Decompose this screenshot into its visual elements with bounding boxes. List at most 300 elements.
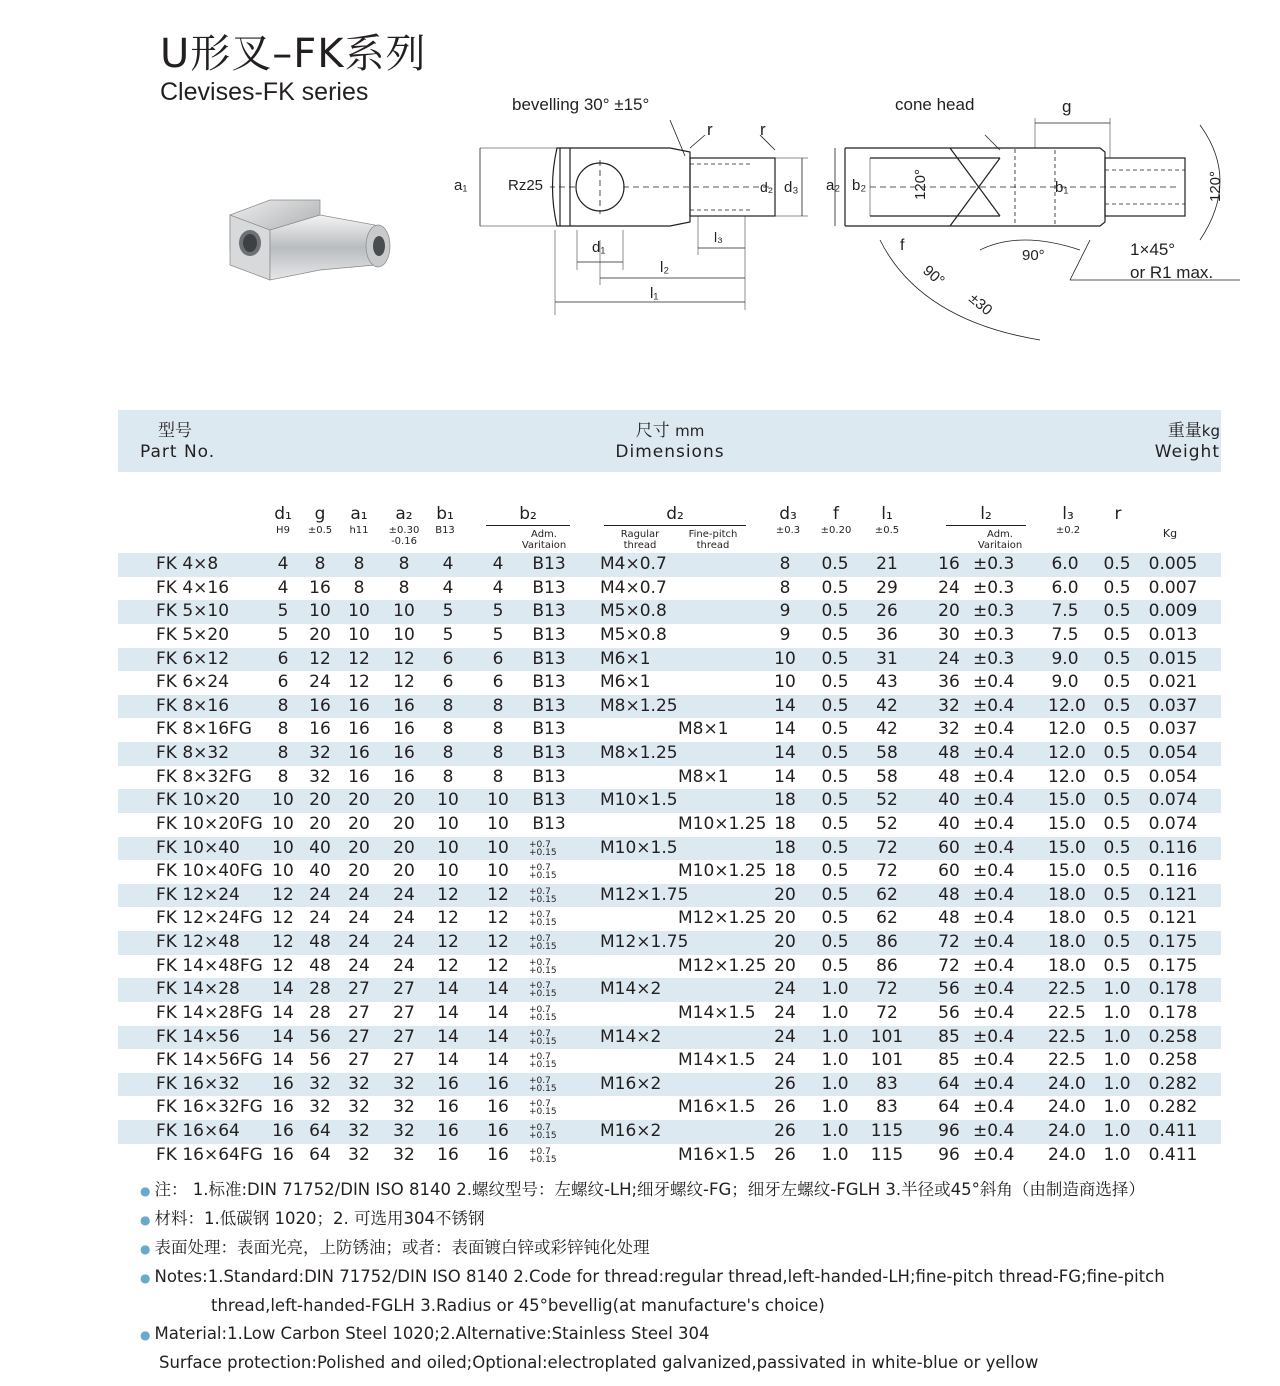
table-row bbox=[118, 978, 1221, 1002]
cell-b2: 8 bbox=[492, 743, 504, 763]
cell-d1: 10 bbox=[272, 790, 294, 811]
cell-r: 0.5 bbox=[1103, 743, 1131, 763]
cell-b2: 10 bbox=[487, 790, 509, 811]
chamfer-label-2: or R1 max. bbox=[1130, 263, 1214, 282]
cell-a2: 20 bbox=[393, 813, 415, 834]
cell-d3: 20 bbox=[774, 955, 796, 976]
cell-b1: 16 bbox=[437, 1097, 459, 1118]
cell-g: 10 bbox=[309, 601, 331, 622]
cell-a1: 20 bbox=[348, 813, 370, 834]
cell-b2-var: +0.7 +0.15 bbox=[529, 1123, 557, 1141]
cell-d2-fine: M16×1.5 bbox=[678, 1097, 756, 1118]
cell-b1: 8 bbox=[442, 743, 454, 763]
cone-head-label: cone head bbox=[895, 95, 975, 114]
cell-l3: 24.0 bbox=[1048, 1121, 1086, 1141]
cell-d3: 9 bbox=[779, 624, 791, 645]
cell-l2: 72 bbox=[938, 932, 960, 952]
cell-d3: 18 bbox=[774, 837, 796, 858]
header-dim-unit: mm bbox=[675, 422, 705, 440]
table-row bbox=[118, 766, 1221, 790]
b1-label: b₁ bbox=[1055, 179, 1069, 196]
cell-weight: 0.258 bbox=[1148, 1026, 1198, 1047]
cell-a1: 24 bbox=[348, 932, 370, 952]
col-a2-tol: ±0.30 bbox=[388, 525, 420, 536]
cell-d2-fine: M16×1.5 bbox=[678, 1144, 756, 1165]
cell-b2-var: +0.7 +0.15 bbox=[529, 910, 557, 929]
bevelling-label: bevelling 30° ±15° bbox=[512, 95, 650, 114]
note-line-en-1b: thread,left-handed-FGLH 3.Radius or 45°bevellig(at manufacture's choice) bbox=[211, 1296, 825, 1315]
cell-d2-fine: M12×1.25 bbox=[678, 908, 767, 929]
cell-l2-var: ±0.4 bbox=[973, 1097, 1015, 1118]
cell-l2: 85 bbox=[938, 1026, 960, 1047]
cell-l2: 16 bbox=[938, 554, 960, 574]
col-l2-sub2: Varitaion bbox=[977, 540, 1023, 551]
cell-d2-fine: M10×1.25 bbox=[678, 813, 767, 834]
col-f-tol: ±0.20 bbox=[820, 525, 852, 536]
cell-l2-var: ±0.3 bbox=[973, 601, 1015, 622]
cell-b1: 12 bbox=[437, 955, 459, 976]
cell-a1: 10 bbox=[348, 624, 370, 645]
cell-r: 0.5 bbox=[1103, 554, 1131, 574]
cell-d1: 8 bbox=[277, 695, 289, 716]
cell-d1: 5 bbox=[277, 624, 289, 645]
cell-l3: 15.0 bbox=[1048, 861, 1086, 882]
bullet-icon: ● bbox=[140, 1213, 151, 1227]
cell-b2-var: +0.7 +0.15 bbox=[529, 839, 557, 858]
cell-l2-var: ±0.4 bbox=[973, 979, 1015, 1000]
col-a2-tol2: -0.16 bbox=[391, 536, 417, 547]
cell-l2: 48 bbox=[938, 908, 960, 929]
cell-d1: 6 bbox=[277, 648, 289, 669]
cell-b1: 16 bbox=[437, 1144, 459, 1165]
cell-weight: 0.054 bbox=[1148, 766, 1198, 787]
cell-l1: 83 bbox=[876, 1097, 898, 1118]
cell-b2-var: B13 bbox=[532, 648, 566, 669]
cell-a2: 20 bbox=[393, 790, 415, 811]
col-f: f bbox=[833, 504, 839, 524]
cell-a1: 32 bbox=[348, 1144, 370, 1165]
cell-b2: 12 bbox=[487, 955, 509, 976]
angle-90-label-a: 90° bbox=[919, 262, 948, 290]
cell-g: 16 bbox=[309, 577, 331, 598]
cell-part: FK 12×24 bbox=[156, 884, 240, 905]
cell-b2: 8 bbox=[492, 766, 504, 787]
cell-weight: 0.175 bbox=[1148, 932, 1198, 952]
cell-part: FK 12×48 bbox=[156, 932, 240, 952]
cell-d3: 24 bbox=[774, 1050, 796, 1071]
cell-a1: 32 bbox=[348, 1097, 370, 1118]
cell-d1: 12 bbox=[272, 884, 294, 905]
r-label-2: r bbox=[760, 120, 766, 139]
cell-l3: 7.5 bbox=[1051, 624, 1079, 645]
col-b1-tol: B13 bbox=[435, 525, 455, 536]
cell-a2: 10 bbox=[393, 624, 415, 645]
cell-a2: 27 bbox=[393, 1026, 415, 1047]
cell-f: 0.5 bbox=[821, 955, 849, 976]
cell-b1: 14 bbox=[437, 1050, 459, 1071]
cell-l2: 60 bbox=[938, 861, 960, 882]
cell-d3: 18 bbox=[774, 813, 796, 834]
col-d3-tol: ±0.3 bbox=[775, 525, 801, 536]
cell-d3: 14 bbox=[774, 743, 796, 763]
rz-label: Rz25 bbox=[508, 177, 544, 194]
cell-l2-var: ±0.4 bbox=[973, 837, 1015, 858]
cell-part: FK 16×64 bbox=[156, 1121, 240, 1141]
col-l2-sub: Adm. bbox=[987, 529, 1013, 540]
notes-section bbox=[140, 1176, 1165, 1377]
cell-a1: 12 bbox=[348, 648, 370, 669]
table-row bbox=[118, 1096, 1221, 1120]
cell-part: FK 14×28 bbox=[156, 979, 240, 1000]
cell-g: 40 bbox=[309, 837, 331, 858]
cell-r: 0.5 bbox=[1103, 695, 1131, 716]
cell-f: 0.5 bbox=[821, 601, 849, 622]
col-b2-sub2: Varitaion bbox=[521, 540, 567, 551]
cell-b1: 4 bbox=[442, 577, 454, 598]
cell-g: 48 bbox=[309, 932, 331, 952]
cell-a2: 20 bbox=[393, 837, 415, 858]
d1-label: d₁ bbox=[592, 239, 606, 256]
cell-b2: 12 bbox=[487, 908, 509, 929]
cell-d1: 10 bbox=[272, 813, 294, 834]
cell-d2-regular: M10×1.5 bbox=[600, 837, 678, 858]
cell-b1: 5 bbox=[442, 624, 454, 645]
table-row bbox=[118, 1144, 1221, 1168]
cell-d2-fine: M12×1.25 bbox=[678, 955, 767, 976]
cell-weight: 0.175 bbox=[1148, 955, 1198, 976]
cell-a1: 27 bbox=[348, 1026, 370, 1047]
col-d3: d₃ bbox=[779, 504, 797, 524]
cell-r: 0.5 bbox=[1103, 672, 1131, 693]
cell-d1: 5 bbox=[277, 601, 289, 622]
col-l3: l₃ bbox=[1062, 504, 1074, 524]
cell-l2-var: ±0.3 bbox=[973, 577, 1015, 598]
cell-a2: 32 bbox=[393, 1144, 415, 1165]
cell-b2: 4 bbox=[492, 577, 504, 598]
cell-f: 0.5 bbox=[821, 790, 849, 811]
col-d2-rule bbox=[604, 525, 746, 526]
cell-r: 1.0 bbox=[1103, 1097, 1131, 1118]
note-line-cn-3: ● 表面处理：表面光亮，上防锈油；或者：表面镀白锌或彩锌钝化处理 bbox=[140, 1238, 650, 1257]
cell-l2: 48 bbox=[938, 884, 960, 905]
cell-part: FK 14×56 bbox=[156, 1026, 240, 1047]
cell-d3: 10 bbox=[774, 648, 796, 669]
cell-b2: 12 bbox=[487, 884, 509, 905]
cell-b2: 16 bbox=[487, 1097, 509, 1118]
cell-b2-var: B13 bbox=[532, 719, 566, 740]
cell-weight: 0.121 bbox=[1148, 908, 1198, 929]
cell-b2: 10 bbox=[487, 837, 509, 858]
cell-r: 0.5 bbox=[1103, 601, 1131, 622]
cell-d1: 10 bbox=[272, 837, 294, 858]
cell-b2: 12 bbox=[487, 932, 509, 952]
cell-b2: 16 bbox=[487, 1073, 509, 1094]
cell-d1: 14 bbox=[272, 1026, 294, 1047]
l2-label: l₂ bbox=[660, 259, 670, 276]
cell-l2-var: ±0.4 bbox=[973, 719, 1015, 740]
cell-a2: 10 bbox=[393, 601, 415, 622]
cell-l2: 48 bbox=[938, 766, 960, 787]
cell-l3: 15.0 bbox=[1048, 813, 1086, 834]
cell-a2: 24 bbox=[393, 884, 415, 905]
cell-l2: 30 bbox=[938, 624, 960, 645]
table-row bbox=[118, 648, 1221, 672]
cell-l1: 58 bbox=[876, 743, 898, 763]
cell-a1: 32 bbox=[348, 1073, 370, 1094]
cell-l3: 24.0 bbox=[1048, 1097, 1086, 1118]
cell-f: 0.5 bbox=[821, 861, 849, 882]
cell-d2-regular: M16×2 bbox=[600, 1121, 662, 1141]
cell-d1: 4 bbox=[277, 554, 289, 574]
cell-r: 1.0 bbox=[1103, 1026, 1131, 1047]
cell-a1: 20 bbox=[348, 861, 370, 882]
cell-part: FK 16×32 bbox=[156, 1073, 240, 1094]
cell-l1: 31 bbox=[876, 648, 898, 669]
cell-b2-var: +0.7 +0.15 bbox=[529, 1004, 557, 1023]
cell-l2: 32 bbox=[938, 695, 960, 716]
cell-b2: 6 bbox=[492, 648, 504, 669]
cell-l2: 32 bbox=[938, 719, 960, 740]
cell-f: 0.5 bbox=[821, 766, 849, 787]
cell-d1: 8 bbox=[277, 719, 289, 740]
cell-weight: 0.013 bbox=[1148, 624, 1198, 645]
cell-a1: 20 bbox=[348, 790, 370, 811]
cell-a2: 32 bbox=[393, 1097, 415, 1118]
cell-b1: 8 bbox=[442, 695, 454, 716]
cell-part: FK 14×28FG bbox=[156, 1002, 263, 1023]
table-row bbox=[118, 1026, 1221, 1050]
d2-label: d₂ bbox=[760, 179, 774, 195]
cell-d1: 8 bbox=[277, 743, 289, 763]
table-row bbox=[118, 577, 1221, 601]
cell-d3: 10 bbox=[774, 672, 796, 693]
cell-part: FK 16×64FG bbox=[156, 1144, 263, 1165]
dimensions-table bbox=[118, 553, 1221, 1167]
table-row bbox=[118, 813, 1221, 837]
cell-d3: 20 bbox=[774, 908, 796, 929]
col-g-tol: ±0.5 bbox=[307, 525, 333, 536]
header-dimensions bbox=[600, 421, 740, 463]
cell-r: 1.0 bbox=[1103, 1050, 1131, 1071]
cell-b2-var: B13 bbox=[532, 554, 566, 574]
cell-b1: 16 bbox=[437, 1121, 459, 1141]
cell-b1: 12 bbox=[437, 932, 459, 952]
cell-b1: 5 bbox=[442, 601, 454, 622]
cell-a2: 8 bbox=[398, 554, 410, 574]
cell-l2-var: ±0.4 bbox=[973, 1073, 1015, 1094]
l3-label: l₃ bbox=[714, 229, 723, 245]
cell-a2: 12 bbox=[393, 648, 415, 669]
cell-b1: 10 bbox=[437, 861, 459, 882]
cell-part: FK 10×40 bbox=[156, 837, 240, 858]
cell-l1: 29 bbox=[876, 577, 898, 598]
page-title-en: Clevises-FK series bbox=[160, 78, 369, 106]
cell-l3: 18.0 bbox=[1048, 955, 1086, 976]
cell-d1: 14 bbox=[272, 979, 294, 1000]
cell-d1: 8 bbox=[277, 766, 289, 787]
cell-weight: 0.411 bbox=[1148, 1121, 1198, 1141]
cell-a1: 27 bbox=[348, 1002, 370, 1023]
header-wt-en: Weight bbox=[1154, 442, 1220, 462]
cell-l2-var: ±0.4 bbox=[973, 1026, 1015, 1047]
cell-d1: 12 bbox=[272, 955, 294, 976]
cell-b1: 4 bbox=[442, 554, 454, 574]
cell-l3: 6.0 bbox=[1051, 577, 1079, 598]
cell-l1: 72 bbox=[876, 861, 898, 882]
table-row bbox=[118, 718, 1221, 742]
cell-l2: 48 bbox=[938, 743, 960, 763]
angle-120-left: 120° bbox=[912, 168, 929, 200]
cell-b2-var: +0.7 +0.15 bbox=[529, 1028, 557, 1047]
cell-b2: 14 bbox=[487, 979, 509, 1000]
cell-f: 1.0 bbox=[821, 1121, 849, 1141]
cell-weight: 0.282 bbox=[1148, 1097, 1198, 1118]
angle-120-right: 120° bbox=[1207, 170, 1224, 202]
cell-l2-var: ±0.4 bbox=[973, 743, 1015, 763]
cell-l3: 15.0 bbox=[1048, 790, 1086, 811]
col-l1: l₁ bbox=[881, 504, 893, 524]
cell-d1: 16 bbox=[272, 1144, 294, 1165]
cell-b2-var: B13 bbox=[532, 790, 566, 811]
cell-d2-regular: M6×1 bbox=[600, 648, 651, 669]
cell-a1: 12 bbox=[348, 672, 370, 693]
cell-a2: 16 bbox=[393, 743, 415, 763]
cell-f: 0.5 bbox=[821, 908, 849, 929]
cell-b2-var: B13 bbox=[532, 813, 566, 834]
cell-l3: 22.5 bbox=[1048, 1002, 1086, 1023]
cell-l1: 72 bbox=[876, 837, 898, 858]
cell-b2-var: +0.7 +0.15 bbox=[529, 981, 557, 1000]
cell-b2-var: +0.7 +0.15 bbox=[529, 934, 557, 952]
note-line-en-1: ● Notes:1.Standard:DIN 71752/DIN ISO 8140 2.Code for thread:regular thread,left-handed-LH;fine-pitch thread-FG;fine-pitch bbox=[140, 1267, 1165, 1286]
cell-d1: 10 bbox=[272, 861, 294, 882]
cell-d2-regular: M10×1.5 bbox=[600, 790, 678, 811]
cell-l1: 43 bbox=[876, 672, 898, 693]
cell-l3: 9.0 bbox=[1051, 672, 1079, 693]
header-part-cn: 型号 bbox=[158, 421, 192, 441]
cell-b1: 12 bbox=[437, 908, 459, 929]
cell-l2-var: ±0.4 bbox=[973, 861, 1015, 882]
cell-a1: 32 bbox=[348, 1121, 370, 1141]
cell-l3: 7.5 bbox=[1051, 601, 1079, 622]
cell-l2: 85 bbox=[938, 1050, 960, 1071]
cell-b2-var: +0.7 +0.15 bbox=[529, 863, 557, 882]
cell-l3: 6.0 bbox=[1051, 554, 1079, 574]
col-r: r bbox=[1114, 504, 1122, 524]
cell-part: FK 14×56FG bbox=[156, 1050, 263, 1071]
cell-l1: 72 bbox=[876, 979, 898, 1000]
cell-l2: 40 bbox=[938, 790, 960, 811]
cell-l2-var: ±0.4 bbox=[973, 1050, 1015, 1071]
cell-a1: 27 bbox=[348, 979, 370, 1000]
cell-l2: 24 bbox=[938, 648, 960, 669]
cell-g: 16 bbox=[309, 719, 331, 740]
header-weight bbox=[1120, 421, 1220, 463]
cell-b1: 6 bbox=[442, 648, 454, 669]
cell-b2-var: +0.7 +0.15 bbox=[529, 886, 557, 905]
cell-l2-var: ±0.4 bbox=[973, 932, 1015, 952]
cell-weight: 0.015 bbox=[1148, 648, 1198, 669]
cell-b1: 8 bbox=[442, 719, 454, 740]
col-d2-fine: Fine-pitch bbox=[688, 529, 738, 540]
col-l3-tol: ±0.2 bbox=[1055, 525, 1081, 536]
bullet-icon: ● bbox=[140, 1242, 151, 1256]
cell-weight: 0.116 bbox=[1148, 837, 1198, 858]
col-l2-rule bbox=[946, 525, 1026, 526]
cell-l1: 72 bbox=[876, 1002, 898, 1023]
col-kg: Kg bbox=[1162, 527, 1178, 540]
header-wt-unit: kg bbox=[1201, 422, 1220, 440]
cell-b1: 12 bbox=[437, 884, 459, 905]
cell-part: FK 6×24 bbox=[156, 672, 230, 693]
cell-d1: 14 bbox=[272, 1002, 294, 1023]
cell-l1: 83 bbox=[876, 1073, 898, 1094]
cell-r: 0.5 bbox=[1103, 577, 1131, 598]
cell-g: 16 bbox=[309, 695, 331, 716]
cell-d2-regular: M14×2 bbox=[600, 979, 662, 1000]
cell-part: FK 6×12 bbox=[156, 648, 230, 669]
note-line-cn-1: ● 注： 1.标准:DIN 71752/DIN ISO 8140 2.螺纹型号：左螺纹-LH;细牙螺纹-FG；细牙左螺纹-FGLH 3.半径或45°斜角（由制造商选择） bbox=[140, 1180, 1145, 1199]
cell-part: FK 5×20 bbox=[156, 624, 230, 645]
cell-l2: 60 bbox=[938, 837, 960, 858]
cell-b1: 8 bbox=[442, 766, 454, 787]
table-row bbox=[118, 742, 1221, 766]
cell-f: 0.5 bbox=[821, 813, 849, 834]
cell-d2-regular: M6×1 bbox=[600, 672, 651, 693]
cell-d3: 14 bbox=[774, 766, 796, 787]
table-row bbox=[118, 600, 1221, 624]
cell-weight: 0.037 bbox=[1148, 695, 1198, 716]
cell-d2-regular: M4×0.7 bbox=[600, 554, 667, 574]
cell-weight: 0.178 bbox=[1148, 1002, 1198, 1023]
table-row bbox=[118, 907, 1221, 931]
cell-f: 1.0 bbox=[821, 1073, 849, 1094]
cell-a1: 24 bbox=[348, 884, 370, 905]
cell-l3: 24.0 bbox=[1048, 1073, 1086, 1094]
cell-d3: 9 bbox=[779, 601, 791, 622]
col-d1: d₁ bbox=[274, 504, 292, 524]
cell-r: 0.5 bbox=[1103, 908, 1131, 929]
header-part-no bbox=[140, 421, 215, 463]
cell-b2: 14 bbox=[487, 1050, 509, 1071]
cell-g: 12 bbox=[309, 648, 331, 669]
cell-l2-var: ±0.4 bbox=[973, 908, 1015, 929]
cell-d3: 8 bbox=[779, 577, 791, 598]
cell-part: FK 10×40FG bbox=[156, 861, 263, 882]
col-d2-regular: Ragular bbox=[620, 529, 660, 540]
cell-l1: 101 bbox=[870, 1026, 904, 1047]
cell-a2: 24 bbox=[393, 955, 415, 976]
cell-g: 64 bbox=[309, 1121, 331, 1141]
cell-l2-var: ±0.4 bbox=[973, 955, 1015, 976]
note-line-en-3: Surface protection:Polished and oiled;Optional:electroplated galvanized,passivated in white-blue or yellow bbox=[159, 1353, 1039, 1372]
cell-a2: 27 bbox=[393, 1050, 415, 1071]
cell-weight: 0.021 bbox=[1148, 672, 1198, 693]
cell-b2: 6 bbox=[492, 672, 504, 693]
cell-l1: 62 bbox=[876, 884, 898, 905]
bullet-icon: ● bbox=[140, 1328, 151, 1342]
cell-l2-var: ±0.4 bbox=[973, 766, 1015, 787]
cell-weight: 0.037 bbox=[1148, 719, 1198, 740]
cell-weight: 0.121 bbox=[1148, 884, 1198, 905]
note-line-cn-2: ● 材料：1.低碳钢 1020；2. 可选用304不锈钢 bbox=[140, 1209, 485, 1228]
a1-label: a₁ bbox=[454, 177, 468, 194]
table-row bbox=[118, 695, 1221, 719]
cell-b1: 16 bbox=[437, 1073, 459, 1094]
cell-l3: 24.0 bbox=[1048, 1144, 1086, 1165]
cell-d1: 14 bbox=[272, 1050, 294, 1071]
cell-g: 24 bbox=[309, 908, 331, 929]
